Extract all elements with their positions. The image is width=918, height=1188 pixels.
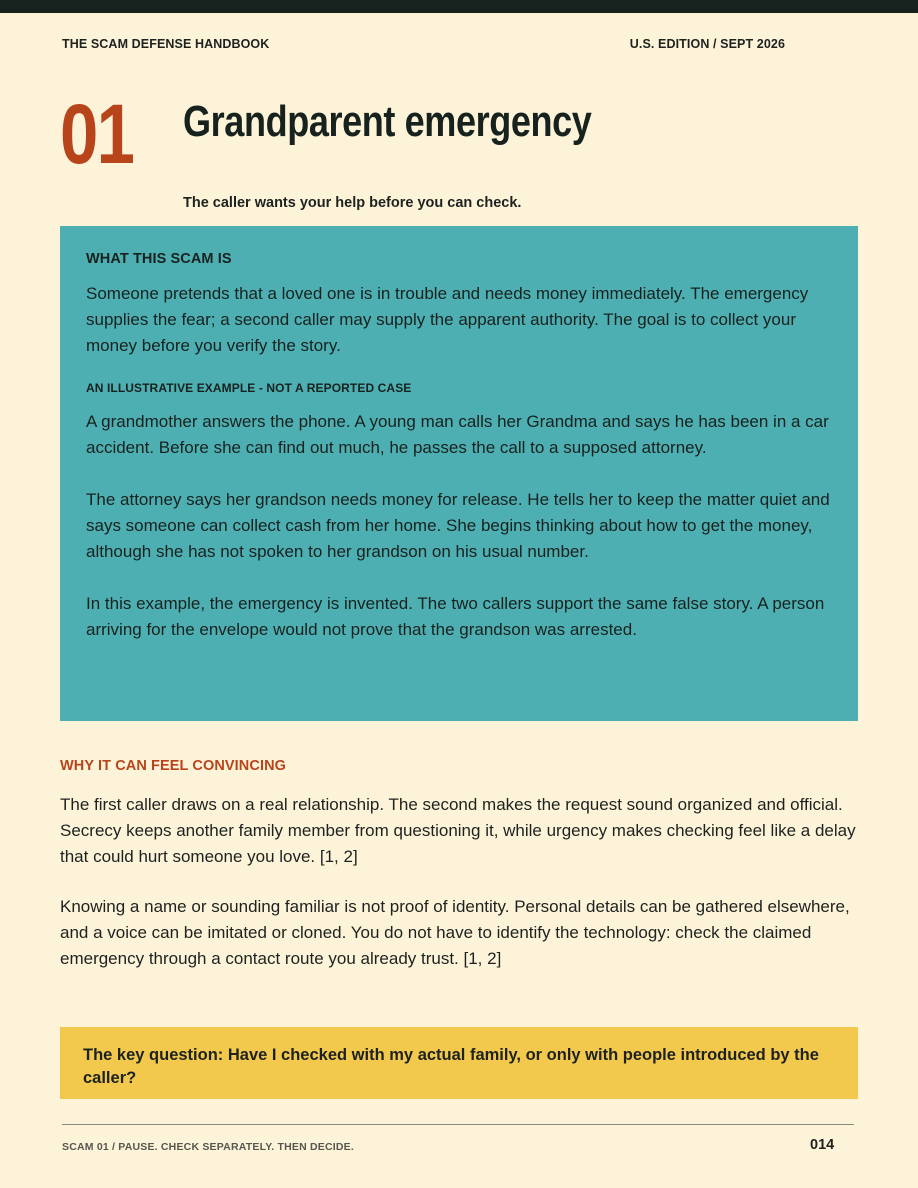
footer-divider bbox=[62, 1124, 854, 1125]
chapter-title: Grandparent emergency bbox=[183, 97, 592, 146]
scam-description-box bbox=[60, 226, 858, 721]
example-paragraph: The attorney says her grandson needs money for release. He tells her to keep the matter quiet and says someone can collect cash from her home. She begins thinking about how to get the money, although she has not spoken to her grandson on his usual number. bbox=[86, 490, 830, 561]
chapter-number: 01 bbox=[60, 87, 134, 181]
page-number: 014 bbox=[810, 1137, 835, 1153]
chapter-subtitle: The caller wants your help before you can check. bbox=[183, 195, 522, 211]
why-paragraph: The first caller draws on a real relationship. The second makes the request sound organized and official. Secrecy keeps another family member from questioning it, while urgency makes checking feel like a delay that could hurt someone you love. [1, 2] bbox=[60, 795, 856, 866]
key-question-box bbox=[60, 1027, 858, 1099]
example-paragraph: A grandmother answers the phone. A young man calls her Grandma and says he has been in a car accident. Before she can find out much, he passes the call to a supposed attorney. bbox=[86, 412, 829, 457]
example-paragraph: In this example, the emergency is invented. The two callers support the same false story. A person arriving for the envelope would not prove that the grandson was arrested. bbox=[86, 594, 825, 639]
running-head-edition: U.S. EDITION / SEPT 2026 bbox=[629, 37, 785, 51]
footer-tagline: SCAM 01 / PAUSE. CHECK SEPARATELY. THEN DECIDE. bbox=[62, 1141, 354, 1153]
why-paragraph: Knowing a name or sounding familiar is not proof of identity. Personal details can be gathered elsewhere, and a voice can be imitated or cloned. You do not have to identify the technology: check the claimed emergency through a contact route you already trust. [1, 2] bbox=[60, 897, 850, 968]
key-question-text: The key question: Have I checked with my actual family, or only with people introduced by the caller? bbox=[83, 1046, 819, 1087]
scam-box-heading: WHAT THIS SCAM IS bbox=[86, 251, 232, 267]
top-bar bbox=[0, 0, 918, 13]
running-head-title: THE SCAM DEFENSE HANDBOOK bbox=[62, 37, 270, 51]
scam-description: Someone pretends that a loved one is in trouble and needs money immediately. The emergency supplies the fear; a second caller may supply the apparent authority. The goal is to collect your money before you verify the story. bbox=[86, 284, 809, 355]
why-section-heading: WHY IT CAN FEEL CONVINCING bbox=[60, 758, 287, 774]
example-label: AN ILLUSTRATIVE EXAMPLE - NOT A REPORTED CASE bbox=[86, 381, 412, 395]
